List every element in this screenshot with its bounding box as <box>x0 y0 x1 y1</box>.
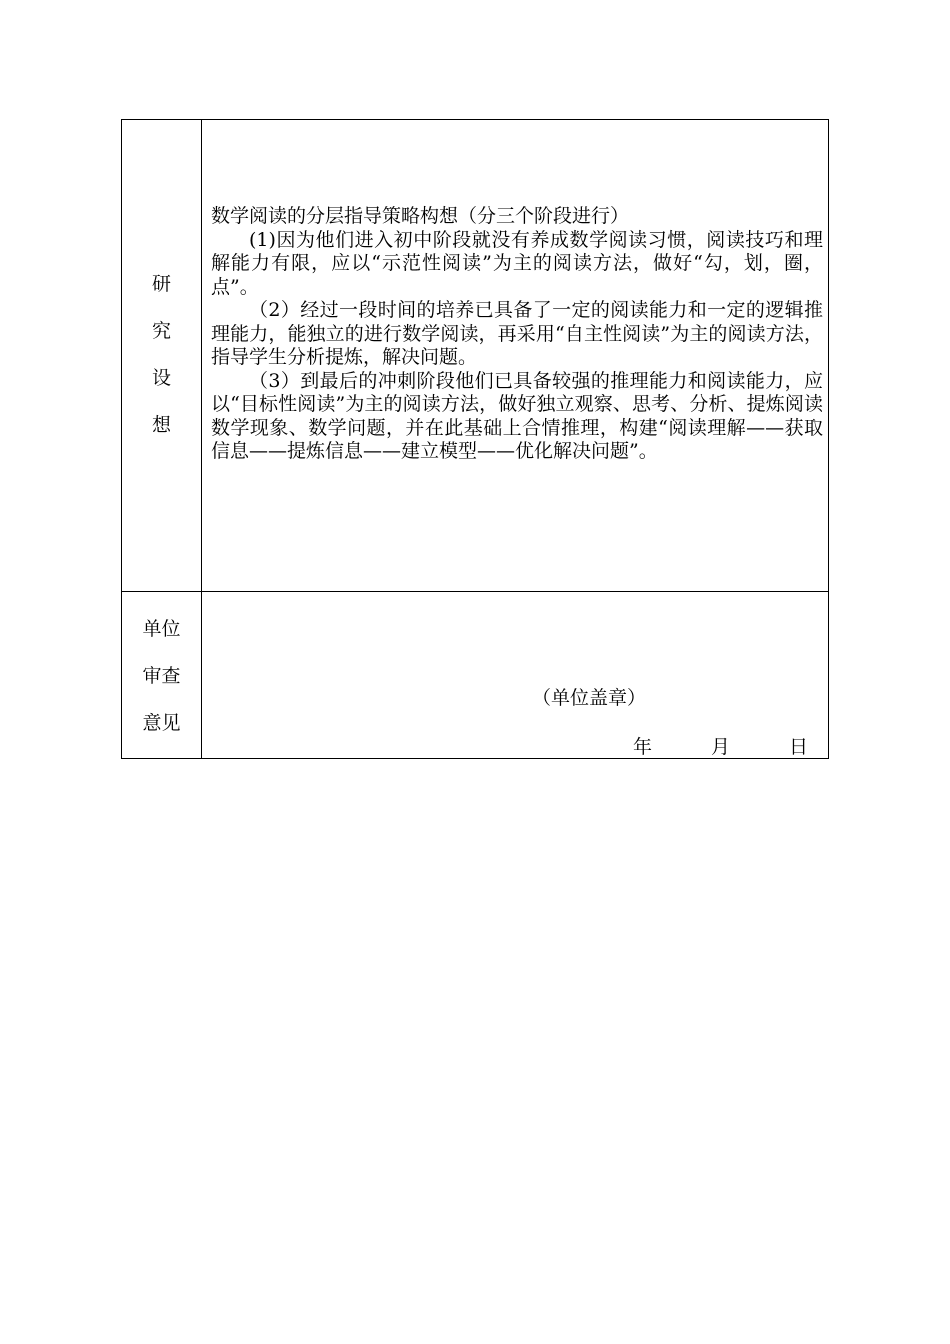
research-heading: 数学阅读的分层指导策略构想（分三个阶段进行） <box>211 205 630 227</box>
label-line: 单位 <box>142 618 181 640</box>
date-month: 月 <box>711 736 731 758</box>
research-plan-label-cell <box>122 120 202 591</box>
label-char: 究 <box>151 320 171 342</box>
date-year: 年 <box>633 736 653 758</box>
research-plan-content-cell <box>202 120 828 591</box>
label-char: 设 <box>151 367 171 389</box>
research-plan-label <box>122 261 201 449</box>
unit-review-label-cell <box>122 592 202 758</box>
date-day: 日 <box>789 736 809 758</box>
label-char: 研 <box>151 273 171 295</box>
application-form-table <box>121 119 829 759</box>
research-plan-text <box>211 205 823 464</box>
research-plan-row <box>122 120 828 592</box>
label-line: 审查 <box>142 665 181 687</box>
unit-review-row <box>122 592 828 758</box>
unit-review-label <box>122 606 201 747</box>
label-line: 意见 <box>142 712 181 734</box>
research-paragraph-1: (1)因为他们进入初中阶段就没有养成数学阅读习惯，阅读技巧和理解能力有限，应以“示范性阅读”为主的阅读方法，做好“勾，划，圈，点”。 <box>211 228 823 298</box>
research-paragraph-3: （3）到最后的冲刺阶段他们已具备较强的推理能力和阅读能力，应以“目标性阅读”为主的阅读方法，做好独立观察、思考、分析、提炼阅读数学现象、数学问题，并在此基础上合情推理，构建“阅读理解——获取信息——提炼信息——建立模型——优化解决问题”。 <box>211 369 823 462</box>
date-line <box>633 735 809 759</box>
unit-review-content-cell <box>202 592 828 758</box>
unit-stamp-text: （单位盖章） <box>532 687 647 709</box>
label-char: 想 <box>151 414 171 436</box>
research-paragraph-2: （2）经过一段时间的培养已具备了一定的阅读能力和一定的逻辑推理能力，能独立的进行数学阅读，再采用“自主性阅读”为主的阅读方法，指导学生分析提炼，解决问题。 <box>211 299 823 368</box>
